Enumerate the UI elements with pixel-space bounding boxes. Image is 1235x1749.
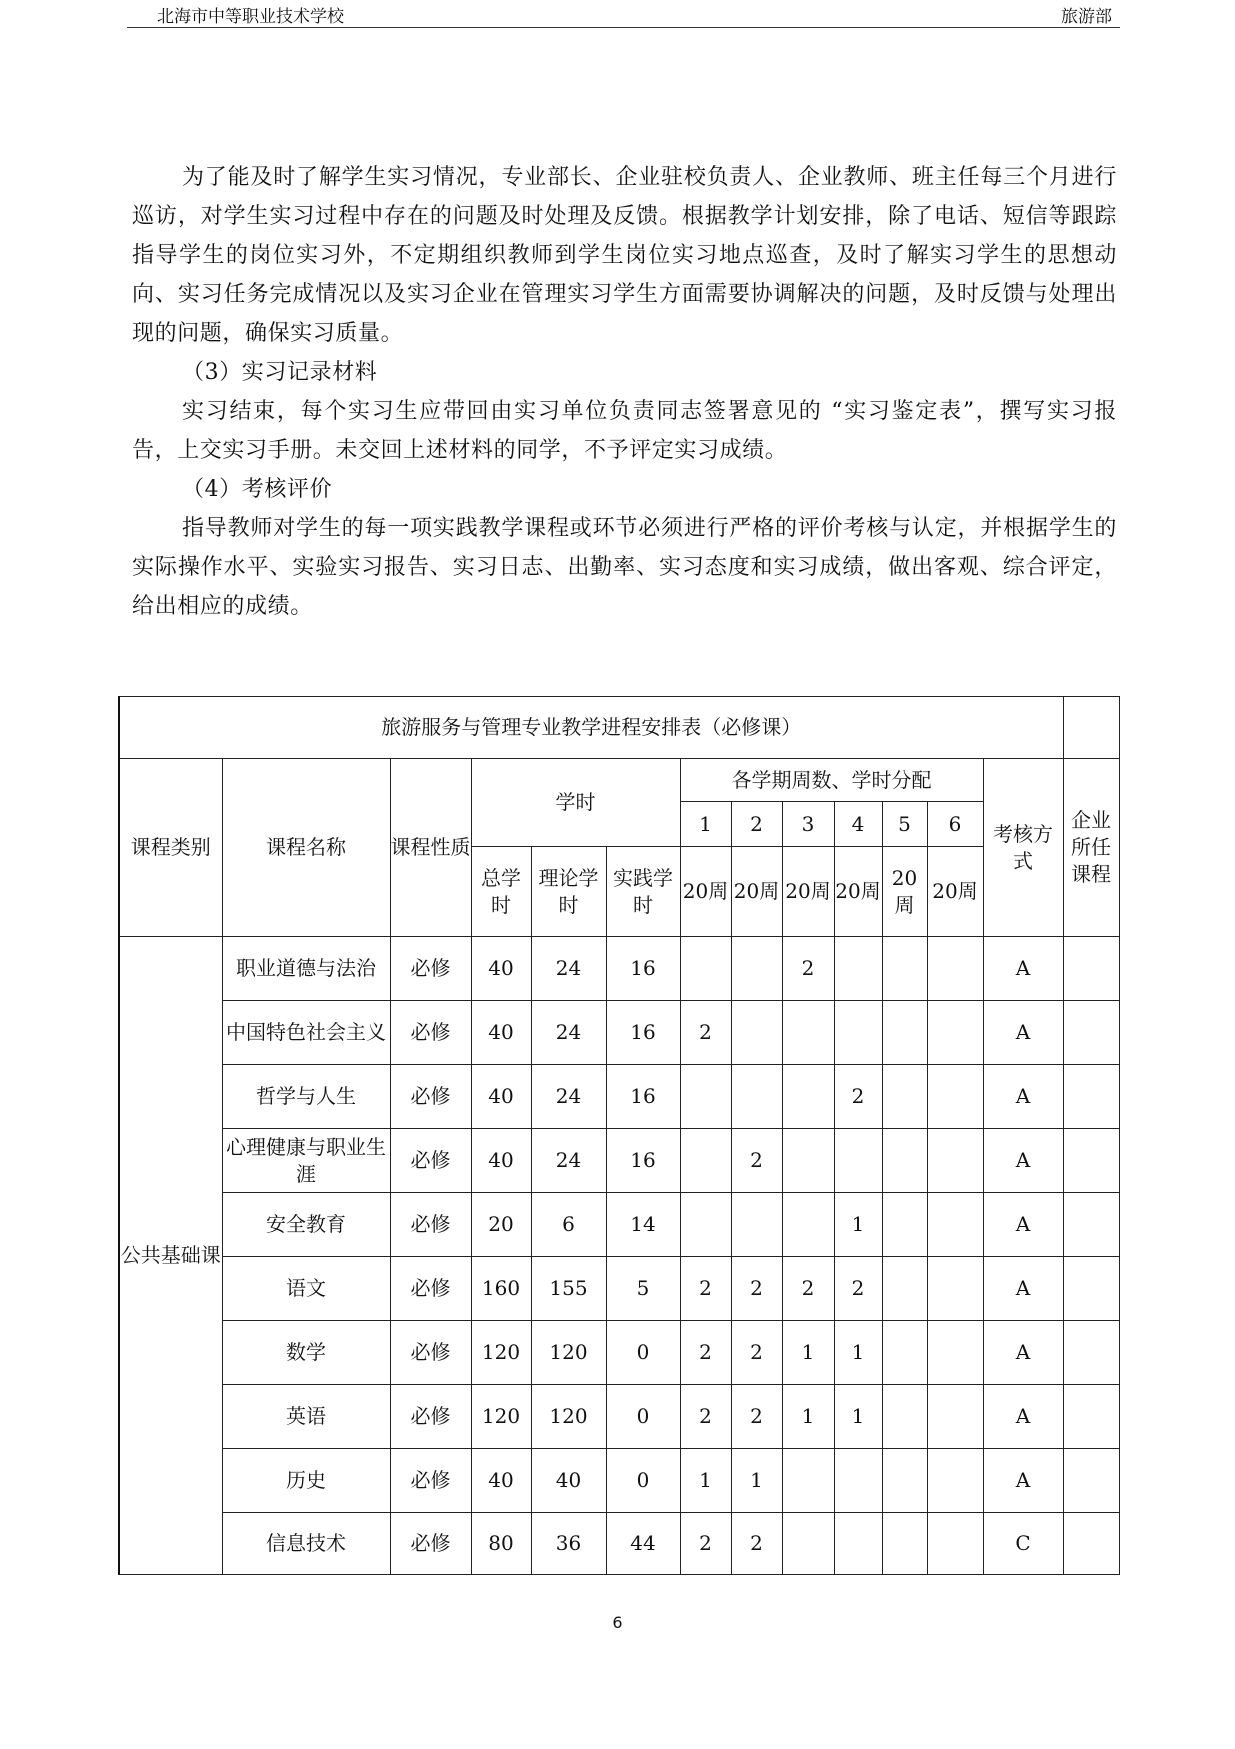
page-number: 6: [612, 1613, 623, 1632]
header-hours: 学时: [471, 759, 680, 847]
department-name: 旅游部: [1061, 7, 1112, 27]
practice-hours-cell: 0: [606, 1385, 680, 1449]
practice-hours-cell: 0: [606, 1321, 680, 1385]
header-category: 课程类别: [119, 759, 222, 937]
practice-hours-cell: 16: [606, 937, 680, 1001]
total-hours-cell: 40: [471, 1449, 531, 1513]
table-row: [119, 1321, 1119, 1385]
semester-hours-cell: [882, 937, 927, 1001]
semester-hours-cell: [927, 937, 983, 1001]
course-name-cell: 信息技术: [222, 1513, 390, 1575]
school-name: 北海市中等职业技术学校: [157, 7, 344, 27]
table-row: [119, 1129, 1119, 1193]
theory-hours-cell: 24: [531, 1129, 606, 1193]
semester-hours-cell: [680, 1065, 731, 1129]
assessment-cell: C: [983, 1513, 1063, 1575]
semester-hours-cell: [927, 1385, 983, 1449]
semester-hours-cell: [882, 1001, 927, 1065]
semester-hours-cell: 2: [834, 1257, 882, 1321]
total-hours-cell: 160: [471, 1257, 531, 1321]
theory-hours-cell: 155: [531, 1257, 606, 1321]
header-practice-hours: 实践学时: [606, 847, 680, 937]
semester-hours-cell: 1: [834, 1321, 882, 1385]
semester-hours-cell: [782, 1129, 834, 1193]
header-total-hours: 总学时: [471, 847, 531, 937]
practice-hours-cell: 5: [606, 1257, 680, 1321]
page-header: [127, 0, 1120, 28]
semester-hours-cell: [731, 1193, 782, 1257]
table-title: 旅游服务与管理专业教学进程安排表（必修课）: [119, 697, 1063, 759]
semester-number: 2: [731, 802, 782, 847]
semester-weeks: 20周: [927, 847, 983, 937]
theory-hours-cell: 6: [531, 1193, 606, 1257]
theory-hours-cell: 120: [531, 1385, 606, 1449]
semester-hours-cell: [834, 1449, 882, 1513]
enterprise-cell: [1063, 1193, 1119, 1257]
theory-hours-cell: 36: [531, 1513, 606, 1575]
enterprise-cell: [1063, 1129, 1119, 1193]
total-hours-cell: 40: [471, 1065, 531, 1129]
header-semesters: 各学期周数、学时分配: [680, 759, 983, 802]
semester-hours-cell: [927, 1193, 983, 1257]
theory-hours-cell: 120: [531, 1321, 606, 1385]
course-nature-cell: 必修: [390, 1449, 471, 1513]
assessment-cell: A: [983, 1129, 1063, 1193]
assessment-cell: A: [983, 1385, 1063, 1449]
semester-hours-cell: [882, 1321, 927, 1385]
semester-hours-cell: [834, 1129, 882, 1193]
semester-hours-cell: 2: [731, 1129, 782, 1193]
course-nature-cell: 必修: [390, 1065, 471, 1129]
semester-hours-cell: [731, 1065, 782, 1129]
total-hours-cell: 40: [471, 1129, 531, 1193]
section-heading: （3）实习记录材料: [182, 360, 378, 385]
total-hours-cell: 120: [471, 1321, 531, 1385]
total-hours-cell: 120: [471, 1385, 531, 1449]
semester-hours-cell: 2: [680, 1385, 731, 1449]
course-nature-cell: 必修: [390, 1129, 471, 1193]
total-hours-cell: 20: [471, 1193, 531, 1257]
course-name-cell: 数学: [222, 1321, 390, 1385]
semester-hours-cell: [834, 1513, 882, 1575]
semester-hours-cell: 1: [782, 1321, 834, 1385]
table-row: [119, 937, 1119, 1001]
semester-hours-cell: 2: [731, 1385, 782, 1449]
section-heading: （4）考核评价: [182, 477, 333, 502]
semester-hours-cell: [680, 937, 731, 1001]
semester-hours-cell: [927, 1321, 983, 1385]
semester-hours-cell: [680, 1129, 731, 1193]
body-text: [132, 158, 1117, 626]
course-nature-cell: 必修: [390, 937, 471, 1001]
header-theory-hours: 理论学时: [531, 847, 606, 937]
assessment-cell: A: [983, 937, 1063, 1001]
semester-hours-cell: [731, 1001, 782, 1065]
course-nature-cell: 必修: [390, 1257, 471, 1321]
enterprise-cell: [1063, 1065, 1119, 1129]
enterprise-cell: [1063, 1001, 1119, 1065]
header-course-nature: 课程性质: [390, 759, 471, 937]
semester-number: 3: [782, 802, 834, 847]
semester-hours-cell: 2: [731, 1257, 782, 1321]
paragraph: 指导教师对学生的每一项实践教学课程或环节必须进行严格的评价考核与认定，并根据学生的实际操作水平、实验实习报告、实习日志、出勤率、实习态度和实习成绩，做出客观、综合评定，给出相应的成绩。: [132, 516, 1117, 619]
semester-hours-cell: 2: [782, 937, 834, 1001]
semester-hours-cell: 2: [731, 1513, 782, 1575]
semester-number: 1: [680, 802, 731, 847]
assessment-cell: A: [983, 1193, 1063, 1257]
semester-hours-cell: 1: [782, 1385, 834, 1449]
semester-weeks: 20周: [731, 847, 782, 937]
semester-hours-cell: [927, 1065, 983, 1129]
course-name-cell: 语文: [222, 1257, 390, 1321]
paragraph: 实习结束，每个实习生应带回由实习单位负责同志签署意见的 “实习鉴定表”，撰写实习报告，上交实习手册。未交回上述材料的同学，不予评定实习成绩。: [132, 399, 1117, 463]
semester-hours-cell: 1: [834, 1193, 882, 1257]
semester-number: 6: [927, 802, 983, 847]
course-name-cell: 历史: [222, 1449, 390, 1513]
total-hours-cell: 40: [471, 937, 531, 1001]
table-row: [119, 1001, 1119, 1065]
header-course-name: 课程名称: [222, 759, 390, 937]
semester-hours-cell: [882, 1385, 927, 1449]
enterprise-cell: [1063, 1513, 1119, 1575]
category-cell: 公共基础课: [119, 937, 222, 1575]
table-row: [119, 1065, 1119, 1129]
theory-hours-cell: 24: [531, 937, 606, 1001]
total-hours-cell: 80: [471, 1513, 531, 1575]
course-nature-cell: 必修: [390, 1001, 471, 1065]
practice-hours-cell: 0: [606, 1449, 680, 1513]
practice-hours-cell: 16: [606, 1001, 680, 1065]
table-row: [119, 1257, 1119, 1321]
semester-hours-cell: 2: [731, 1321, 782, 1385]
semester-weeks: 20周: [680, 847, 731, 937]
paragraph: 为了能及时了解学生实习情况，专业部长、企业驻校负责人、企业教师、班主任每三个月进行巡访，对学生实习过程中存在的问题及时处理及反馈。根据教学计划安排，除了电话、短信等跟踪指导学生的岗位实习外，不定期组织教师到学生岗位实习地点巡查，及时了解实习学生的思想动向、实习任务完成情况以及实习企业在管理实习学生方面需要协调解决的问题，及时反馈与处理出现的问题，确保实习质量。: [132, 165, 1117, 346]
semester-hours-cell: [882, 1193, 927, 1257]
semester-hours-cell: [680, 1193, 731, 1257]
assessment-cell: A: [983, 1065, 1063, 1129]
header-assessment: 考核方式: [983, 759, 1063, 937]
practice-hours-cell: 16: [606, 1129, 680, 1193]
semester-hours-cell: [834, 1001, 882, 1065]
total-hours-cell: 40: [471, 1001, 531, 1065]
theory-hours-cell: 24: [531, 1001, 606, 1065]
semester-weeks: 20周: [834, 847, 882, 937]
semester-hours-cell: [882, 1513, 927, 1575]
course-nature-cell: 必修: [390, 1385, 471, 1449]
semester-hours-cell: 2: [680, 1001, 731, 1065]
semester-hours-cell: [782, 1513, 834, 1575]
semester-hours-cell: 2: [680, 1321, 731, 1385]
enterprise-cell: [1063, 1321, 1119, 1385]
semester-hours-cell: 1: [680, 1449, 731, 1513]
enterprise-cell: [1063, 1449, 1119, 1513]
semester-hours-cell: 2: [782, 1257, 834, 1321]
course-schedule-table: [118, 696, 1120, 1575]
course-name-cell: 中国特色社会主义: [222, 1001, 390, 1065]
enterprise-cell: [1063, 1385, 1119, 1449]
header-enterprise: 企业所任课程: [1063, 759, 1119, 937]
enterprise-cell: [1063, 937, 1119, 1001]
course-name-cell: 心理健康与职业生涯: [222, 1129, 390, 1193]
semester-hours-cell: [927, 1257, 983, 1321]
semester-number: 5: [882, 802, 927, 847]
course-nature-cell: 必修: [390, 1193, 471, 1257]
empty-cell: [1063, 697, 1119, 759]
course-nature-cell: 必修: [390, 1321, 471, 1385]
semester-weeks: 20周: [782, 847, 834, 937]
semester-hours-cell: [782, 1193, 834, 1257]
assessment-cell: A: [983, 1449, 1063, 1513]
semester-hours-cell: [927, 1001, 983, 1065]
semester-weeks: 20周: [882, 847, 927, 937]
semester-number: 4: [834, 802, 882, 847]
semester-hours-cell: 1: [834, 1385, 882, 1449]
assessment-cell: A: [983, 1257, 1063, 1321]
course-name-cell: 安全教育: [222, 1193, 390, 1257]
course-name-cell: 哲学与人生: [222, 1065, 390, 1129]
semester-hours-cell: [882, 1065, 927, 1129]
practice-hours-cell: 16: [606, 1065, 680, 1129]
table-row: [119, 1385, 1119, 1449]
table-row: [119, 1449, 1119, 1513]
semester-hours-cell: [927, 1449, 983, 1513]
semester-hours-cell: [834, 937, 882, 1001]
semester-hours-cell: 2: [680, 1513, 731, 1575]
practice-hours-cell: 14: [606, 1193, 680, 1257]
semester-hours-cell: [731, 937, 782, 1001]
semester-hours-cell: [927, 1129, 983, 1193]
semester-hours-cell: [882, 1449, 927, 1513]
semester-hours-cell: [782, 1001, 834, 1065]
theory-hours-cell: 40: [531, 1449, 606, 1513]
semester-hours-cell: [882, 1257, 927, 1321]
semester-hours-cell: [882, 1129, 927, 1193]
semester-hours-cell: [782, 1449, 834, 1513]
semester-hours-cell: 2: [834, 1065, 882, 1129]
assessment-cell: A: [983, 1001, 1063, 1065]
table-row: [119, 1193, 1119, 1257]
practice-hours-cell: 44: [606, 1513, 680, 1575]
course-name-cell: 英语: [222, 1385, 390, 1449]
course-nature-cell: 必修: [390, 1513, 471, 1575]
semester-hours-cell: 2: [680, 1257, 731, 1321]
semester-hours-cell: [782, 1065, 834, 1129]
assessment-cell: A: [983, 1321, 1063, 1385]
course-name-cell: 职业道德与法治: [222, 937, 390, 1001]
semester-hours-cell: [927, 1513, 983, 1575]
table-row: [119, 1513, 1119, 1575]
enterprise-cell: [1063, 1257, 1119, 1321]
theory-hours-cell: 24: [531, 1065, 606, 1129]
semester-hours-cell: 1: [731, 1449, 782, 1513]
